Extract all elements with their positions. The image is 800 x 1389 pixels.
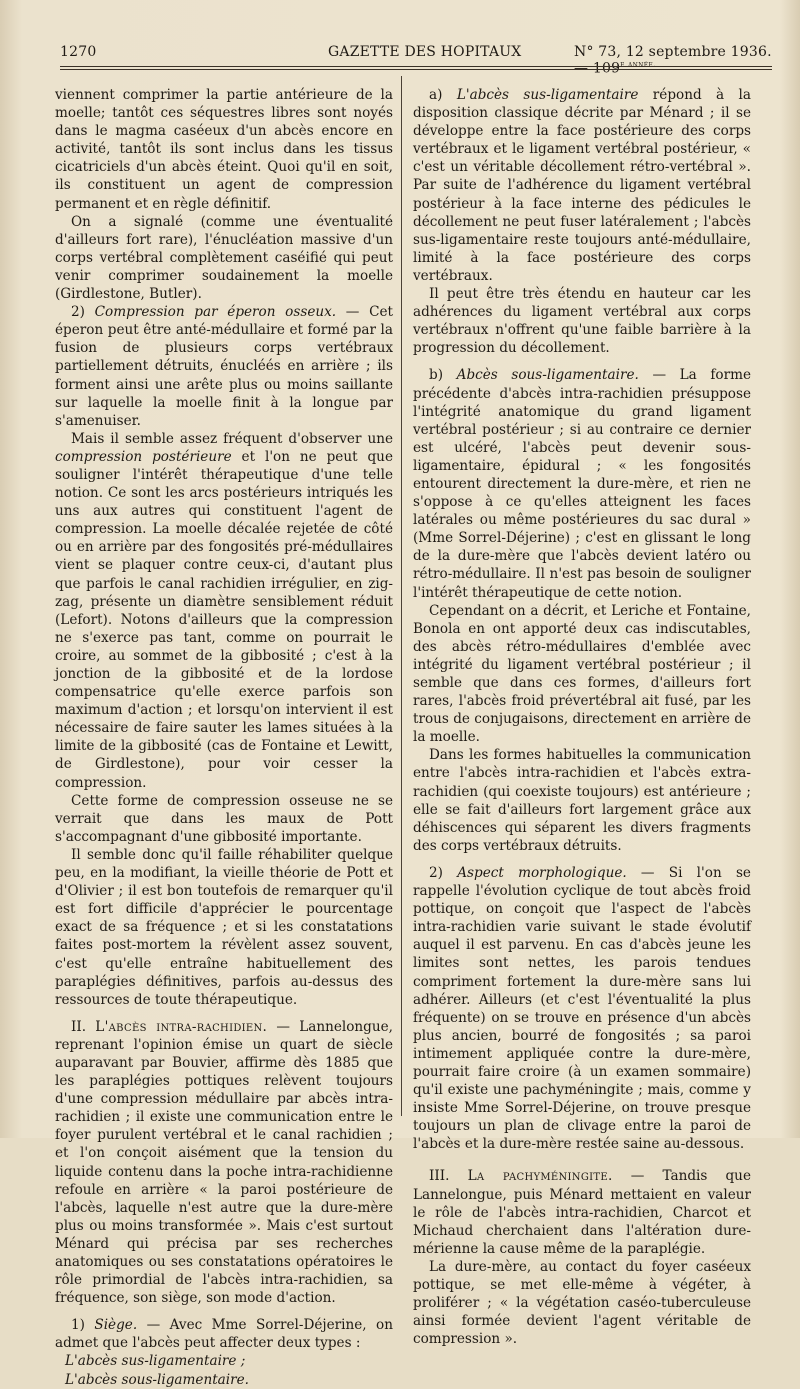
section-text: — Tandis que Lannelongue, puis Ménard mettaient en valeur le rôle de l'abcès intra-rachidien, Charcot et Michaud cherchaient dans l'altération dure-mérienne la cause même de la paraplégie. (413, 1168, 751, 1257)
section-title: Siège. (94, 1317, 138, 1334)
section-title: L'abcès sus-ligamentaire (456, 87, 639, 103)
section-title: Abcès sous-ligamentaire. (456, 367, 639, 384)
section-text: — La forme précédente d'abcès intra-rachidien présuppose l'intégrité anatomique du grand ligament vertébral postérieur ; si au contraire ce dernier est ulcéré, l'abcès peut devenir sous-ligamentaire, épidural ; « les fongosités entourent directement la dure-mère, et rien ne s'oppose à ce qu'elles atteignent les faces latérales ou même postérieures du sac dural » (Mme Sorrel-Déjerine) ; c'est en glissant le long de la dure-mère que l'abcès devient latéro ou rétro-médullaire. Il n'est pas besoin de souligner l'intérêt thérapeutique de cette notion. (413, 367, 752, 601)
page-header (60, 44, 772, 77)
section-text: — Avec Mme Sorrel-Déjerine, on admet que l'abcès peut affecter deux types : (55, 1317, 393, 1352)
section-title: L'abcès intra-rachidien. (95, 1018, 268, 1035)
section-title: Aspect morphologique. (457, 864, 627, 881)
right-paragraph-5: Dans les formes habituelles la communication entre l'abcès intra-rachidien et l'abcès extra-rachidien (qui coexiste toujours) est antérieure ; elle se fait d'ailleurs fort largement grâce aux déhiscences qui séparent les divers fragments des corps vertébraux détruits. (413, 747, 751, 854)
section-text: — Si l'on se rappelle l'évolution cyclique de tout abcès froid pottique, on conçoit que l'aspect de l'abcès intra-rachidien varie suivant le stade évolutif auquel il est parvenu. En cas d'abcès jeune les limites sont nettes, les parois tendues compriment fortement la dure-mère sans lui adhérer. Ailleurs (et c'est l'éventualité la plus fréquente) on se trouve en présence d'un abcès plus ancien, bourré de fongosités ; sa paroi intimement appliquée contre la dure-mère, pourrait faire croire (à un examen sommaire) qu'il existe une pachyméningite ; mais, comme y insiste Mme Sorrel-Déjerine, on trouve presque toujours un plan de clivage entre la paroi de l'abcès et la dure-mère restée saine au-dessous. (413, 864, 751, 1153)
section-number: 2) (429, 864, 443, 881)
right-paragraph-6 (413, 864, 751, 1154)
left-paragraph-1: viennent comprimer la partie antérieure de la moelle; tantôt ces séquestres libres sont noyés dans le magma caséeux d'un abcès encore en activité, tantôt ils sont inclus dans les tissus cicatriciels d'un abcès éteint. Quoi qu'il en soit, ils constituent un agent de compression permanent et en règle définitif. (55, 87, 393, 212)
journal-title: GAZETTE DES HOPITAUX (328, 44, 522, 60)
section-number: b) (429, 367, 444, 384)
right-paragraph-4: Cependant on a décrit, et Leriche et Fontaine, Bonola en ont apporté deux cas indiscutables, des abcès rétro-médullaires d'emblée avec intégrité du ligament vertébral postérieur ; il semble que dans ces formes, d'ailleurs fort rares, l'abcès froid prévertébral ait fusé, par les trous de conjugaisons, directement en arrière de la moelle. (413, 602, 751, 746)
column-divider (401, 76, 402, 1116)
right-paragraph-8: La dure-mère, au contact du foyer caséeux pottique, se met elle-même à végéter, à proliférer ; « la végétation caséo-tuberculeuse ainsi formée devient l'agent véritable de compression ». (413, 1258, 751, 1348)
section-title: Compression par éperon osseux. (94, 304, 337, 321)
left-paragraph-4 (55, 430, 393, 792)
left-paragraph-2: On a signalé (comme une éventualité d'ailleurs fort rare), l'énucléation massive d'un corps vertébral complètement caséifié qui peut venir comprimer soudainement la moelle (Girdlestone, Butler). (55, 213, 393, 303)
page-number: 1270 (60, 44, 97, 60)
spacer (55, 1009, 393, 1018)
right-column (413, 86, 751, 1348)
left-paragraph-6: Il semble donc qu'il faille réhabiliter quelque peu, en la modifiant, la vieille théorie de Pott et d'Olivier ; il est bon toutefois de remarquer qu'il est fort difficile d'apprécier le pourcentage exact de sa fréquence ; et si les constatations faites post-mortem la révèlent assez souvent, c'est qu'elle entraîne habituellement des paraplégies définitives, parfois au-dessus des ressources de toute thérapeutique. (55, 846, 393, 1008)
paragraph-text: et l'on ne peut que souligner l'intérêt thérapeutique d'une telle notion. Ce sont les arcs postérieurs intriqués les uns aux autres qui constituent l'agent de compression. La moelle décalée rejetée de côté ou en arrière par des fongosités pré-médullaires vient se plaquer contre ceux-ci, d'autant plus que parfois le canal rachidien irrégulier, en zig-zag, présente un diamètre sensiblement réduit (Lefort). Notons d'ailleurs que la compression ne s'exerce pas tant, comme on pourrait le croire, au sommet de la gibbosité ; c'est à la jonction de la gibbosité et de la lordose compensatrice qu'elle exerce parfois son maximum d'action ; et lorsqu'on intervient il est nécessaire de faire sauter les lames situées à la limite de la gibbosité (cas de Fontaine et Lewitt, de Girdlestone), pour voir cesser la compression. (55, 448, 393, 791)
issue-year-suffix: e année. (620, 60, 657, 70)
header-rule (60, 66, 772, 67)
emphasis: compression postérieure (55, 448, 232, 465)
section-text: répond à la disposition classique décrite par Ménard ; il se développe entre la face postérieure des corps vertébraux et le ligament vertébral postérieur, « c'est un véritable décollement rétro-vertébral ». Par suite de l'adhérence du ligament vertébral postérieur à la face interne des pédicules le décollement ne peut fuser latéralement ; l'abcès sus-ligamentaire reste toujours anté-médullaire, limité à la face postérieure des corps vertébraux. (413, 87, 752, 284)
section-number: 1) (71, 1317, 85, 1334)
section-number: II. (71, 1018, 87, 1035)
spacer (413, 855, 751, 864)
section-number: a) (429, 87, 443, 103)
spacer (55, 1307, 393, 1316)
spacer (413, 357, 751, 366)
left-paragraph-8 (55, 1316, 393, 1352)
left-column (55, 86, 393, 1389)
section-number: III. (429, 1168, 450, 1185)
left-paragraph-3 (55, 303, 393, 430)
issue-date: N° 73, 12 septembre 1936. — 109 (574, 44, 772, 77)
right-paragraph-3 (413, 366, 751, 601)
left-paragraph-7 (55, 1018, 393, 1308)
left-paragraph-5: Cette forme de compression osseuse ne se verrait que dans les maux de Pott s'accompagnant d'une gibbosité importante. (55, 792, 393, 845)
section-text: — Cet éperon peut être anté-médullaire et formé par la fusion de plusieurs corps vertébraux partiellement détruits, énucléés en arrière ; ils forment ainsi une arête plus ou moins saillante sur laquelle la moelle finit à la longue par s'amenuiser. (55, 304, 393, 429)
header-rule-double (60, 69, 772, 70)
section-title: La pachyméningite. (467, 1168, 613, 1185)
right-paragraph-1 (413, 86, 751, 285)
spacer (413, 1153, 751, 1167)
issue-info (574, 44, 772, 77)
list-item: L'abcès sous-ligamentaire. (65, 1371, 249, 1388)
right-paragraph-7 (413, 1167, 751, 1257)
section-text: — Lannelongue, reprenant l'opinion émise un quart de siècle auparavant par Bouvier, affirme dès 1885 que les paraplégies pottiques relèvent toujours d'une compression médullaire par abcès intra-rachidien ; il existe une communication entre le foyer purulent vertébral et le canal rachidien ; et l'on conçoit aisément que la tension du liquide contenu dans la poche intra-rachidienne refoule en arrière « la paroi postérieure de l'abcès, laquelle n'est autre que la dure-mère plus ou moins transformée ». Mais c'est surtout Ménard qui précisa par ses recherches anatomiques ou ses constatations opératoires le rôle primordial de l'abcès intra-rachidien, sa fréquence, son siège, son mode d'action. (55, 1018, 394, 1307)
right-paragraph-2: Il peut être très étendu en hauteur car les adhérences du ligament vertébral aux corps vertébraux n'offrent qu'une faible barrière à la progression du décollement. (413, 286, 751, 357)
list-item: L'abcès sus-ligamentaire ; (65, 1353, 246, 1370)
paragraph-text: Mais il semble assez fréquent d'observer une (71, 430, 393, 447)
section-number: 2) (71, 304, 85, 321)
